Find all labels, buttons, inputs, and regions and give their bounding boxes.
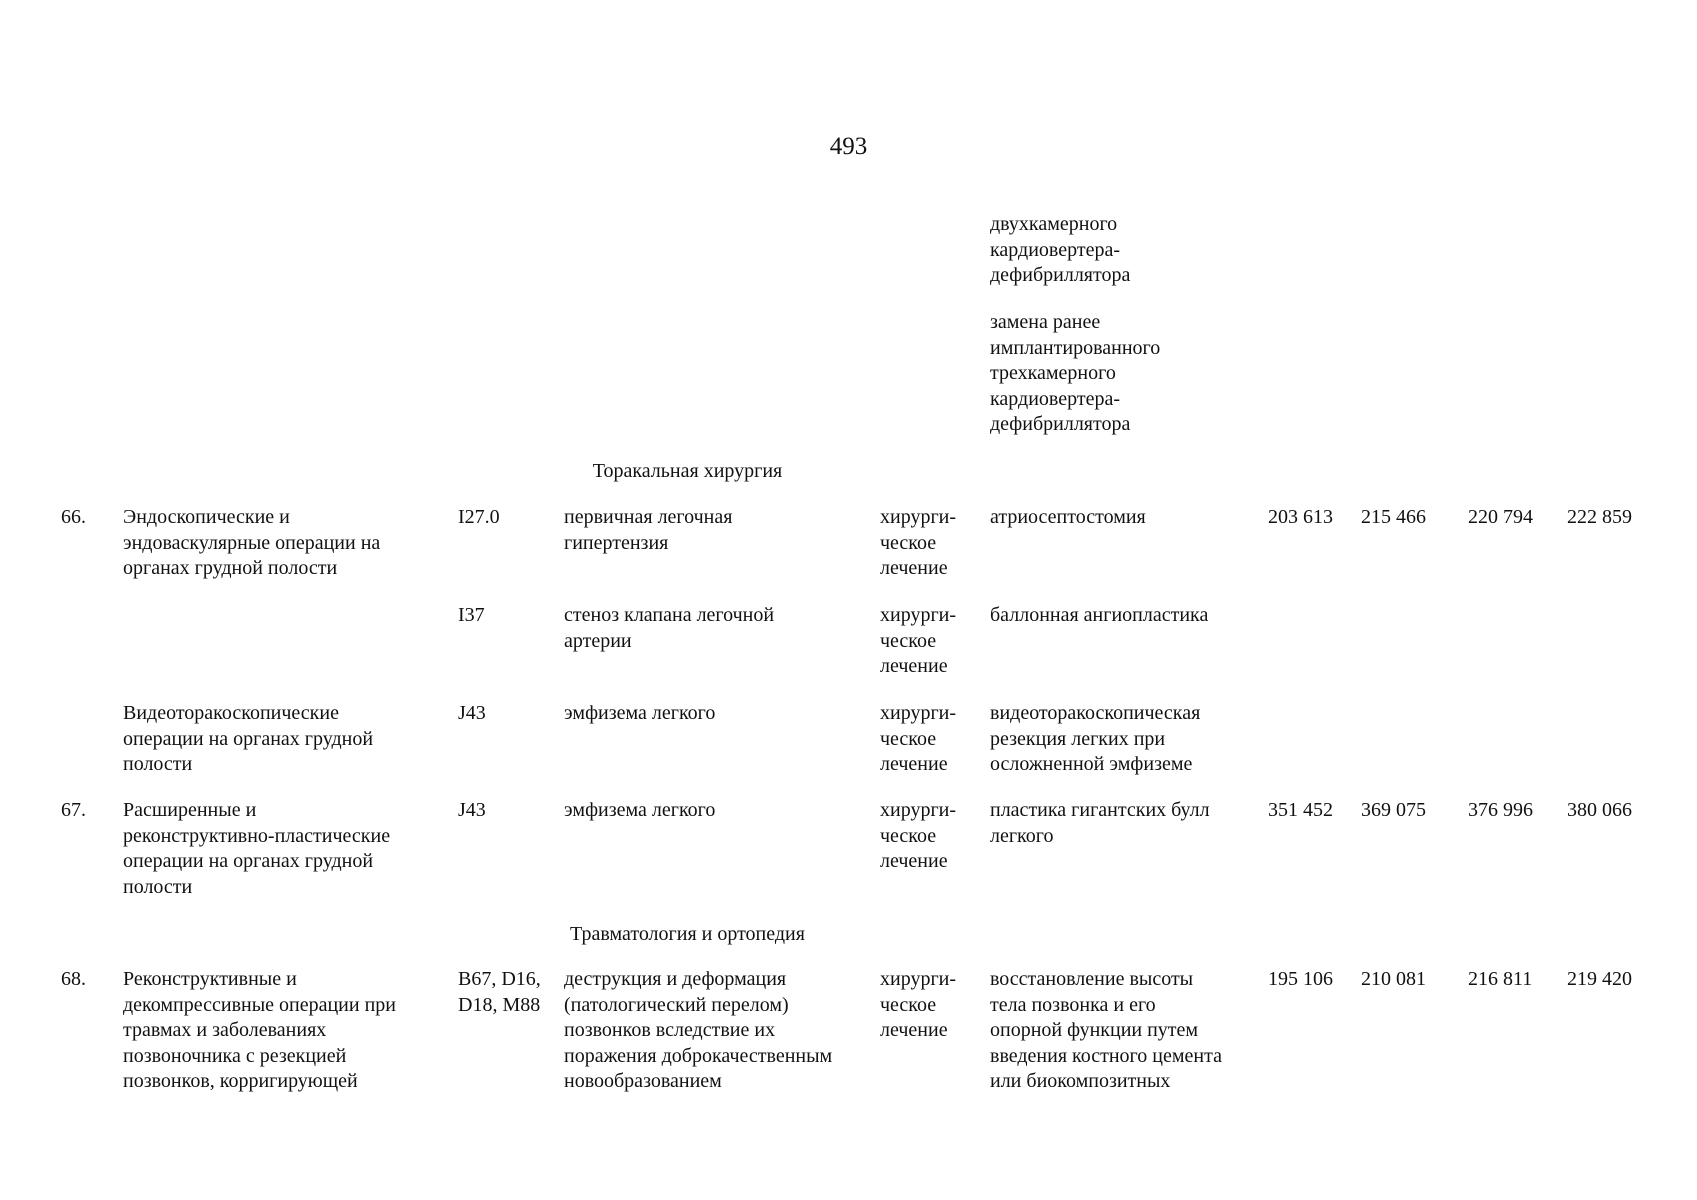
text-line: хирурги- bbox=[880, 702, 957, 724]
cost-value: 351 452 bbox=[1268, 799, 1333, 821]
text-line: двухкамерного bbox=[990, 213, 1118, 235]
text-line: дефибриллятора bbox=[990, 264, 1131, 286]
text-line: гипертензия bbox=[564, 531, 669, 554]
cost-value: 215 466 bbox=[1361, 506, 1426, 528]
row-number: 66. bbox=[61, 506, 86, 528]
text-line: операции на органах грудной bbox=[123, 727, 374, 750]
cost-value: 220 794 bbox=[1468, 506, 1533, 528]
text-line: I37 bbox=[458, 604, 485, 626]
text-line: позвонков вследствие их bbox=[564, 1019, 776, 1041]
text-line: хирурги- bbox=[880, 604, 957, 626]
cost-value: 380 066 bbox=[1567, 799, 1632, 821]
text-line: или биокомпозитных bbox=[990, 1070, 1171, 1092]
text-line: артерии bbox=[564, 629, 632, 652]
cost-value: 376 996 bbox=[1468, 799, 1533, 821]
text-line: позвонков, корригирующей bbox=[123, 1070, 358, 1092]
text-line: эмфизема легкого bbox=[564, 702, 716, 724]
text-line: опорной функции путем bbox=[990, 1019, 1199, 1041]
text-line: реконструктивно-пластические bbox=[123, 824, 391, 847]
text-line: кардиовертера- bbox=[990, 238, 1120, 261]
text-line: лечение bbox=[880, 753, 948, 775]
method-cell-continuation-2 bbox=[990, 310, 1160, 438]
method-cell bbox=[990, 505, 1146, 531]
text-line: осложненной эмфиземе bbox=[990, 753, 1193, 775]
text-line: первичная легочная bbox=[564, 506, 733, 528]
text-line: полости bbox=[123, 753, 193, 775]
code-cell bbox=[458, 967, 541, 1018]
cost-value: 222 859 bbox=[1567, 506, 1632, 528]
text-line: легкого bbox=[990, 824, 1054, 847]
name-cell bbox=[123, 798, 390, 900]
page-number: 493 bbox=[829, 133, 868, 160]
method-cell-continuation-1 bbox=[990, 212, 1130, 289]
text-line: (патологический перелом) bbox=[564, 993, 789, 1016]
text-line: введения костного цемента bbox=[990, 1044, 1222, 1067]
name-cell bbox=[123, 701, 373, 778]
text-line: I27.0 bbox=[458, 506, 500, 528]
text-line: дефибриллятора bbox=[990, 413, 1131, 435]
code-cell bbox=[458, 505, 500, 531]
treatment-cell bbox=[880, 798, 956, 875]
model-cell bbox=[564, 603, 774, 654]
treatment-cell bbox=[880, 967, 956, 1044]
code-cell bbox=[458, 701, 486, 727]
cost-value: 195 106 bbox=[1268, 968, 1333, 990]
code-cell bbox=[458, 603, 485, 629]
text-line: лечение bbox=[880, 850, 948, 872]
method-cell bbox=[990, 967, 1222, 1095]
text-line: тела позвонка и его bbox=[990, 993, 1156, 1016]
text-line: кардиовертера- bbox=[990, 387, 1120, 410]
text-line: Эндоскопические и bbox=[123, 506, 290, 528]
text-line: ческое bbox=[880, 531, 937, 554]
text-line: новообразованием bbox=[564, 1070, 722, 1092]
text-line: Реконструктивные и bbox=[123, 968, 297, 990]
text-line: лечение bbox=[880, 655, 948, 677]
treatment-cell bbox=[880, 603, 956, 680]
text-line: ческое bbox=[880, 629, 937, 652]
text-line: баллонная ангиопластика bbox=[990, 604, 1209, 626]
cost-value: 203 613 bbox=[1268, 506, 1333, 528]
text-line: видеоторакоскопическая bbox=[990, 702, 1201, 724]
text-line: операции на органах грудной bbox=[123, 850, 374, 872]
text-line: J43 bbox=[458, 702, 486, 724]
text-line: Расширенные и bbox=[123, 799, 257, 821]
treatment-cell bbox=[880, 701, 956, 778]
text-line: лечение bbox=[880, 1019, 948, 1041]
text-line: трехкамерного bbox=[990, 362, 1116, 384]
cost-value: 219 420 bbox=[1567, 968, 1632, 990]
text-line: лечение bbox=[880, 557, 948, 579]
model-cell bbox=[564, 798, 715, 824]
text-line: хирурги- bbox=[880, 799, 957, 821]
method-cell bbox=[990, 798, 1210, 849]
name-cell bbox=[123, 967, 396, 1095]
text-line: эмфизема легкого bbox=[564, 799, 716, 821]
text-line: ческое bbox=[880, 993, 937, 1016]
cost-value: 210 081 bbox=[1361, 968, 1426, 990]
text-line: стеноз клапана легочной bbox=[564, 604, 775, 626]
text-line: D18, M88 bbox=[458, 993, 541, 1016]
name-cell bbox=[123, 505, 380, 582]
text-line: пластика гигантских булл bbox=[990, 799, 1210, 821]
text-line: деструкция и деформация bbox=[564, 968, 787, 990]
text-line: имплантированного bbox=[990, 336, 1161, 359]
text-line: поражения доброкачественным bbox=[564, 1044, 833, 1067]
text-line: хирурги- bbox=[880, 506, 957, 528]
text-line: замена ранее bbox=[990, 311, 1101, 333]
code-cell bbox=[458, 798, 486, 824]
model-cell bbox=[564, 967, 832, 1095]
text-line: полости bbox=[123, 875, 193, 898]
model-cell bbox=[564, 505, 732, 556]
text-line: атриосептостомия bbox=[990, 506, 1146, 528]
text-line: травмах и заболеваниях bbox=[123, 1019, 327, 1041]
section-heading: Травматология и ортопедия bbox=[570, 923, 805, 945]
cost-value: 369 075 bbox=[1361, 799, 1426, 821]
text-line: ческое bbox=[880, 824, 937, 847]
text-line: B67, D16, bbox=[458, 968, 541, 990]
section-heading: Торакальная хирургия bbox=[592, 460, 783, 482]
text-line: резекция легких при bbox=[990, 727, 1166, 750]
method-cell bbox=[990, 603, 1208, 629]
text-line: эндоваскулярные операции на bbox=[123, 531, 381, 554]
text-line: ческое bbox=[880, 727, 937, 750]
text-line: декомпрессивные операции при bbox=[123, 993, 396, 1016]
text-line: органах грудной полости bbox=[123, 557, 338, 579]
model-cell bbox=[564, 701, 715, 727]
method-cell bbox=[990, 701, 1200, 778]
text-line: J43 bbox=[458, 799, 486, 821]
text-line: Видеоторакоскопические bbox=[123, 702, 339, 724]
row-number: 67. bbox=[61, 799, 86, 821]
row-number: 68. bbox=[61, 968, 86, 990]
text-line: восстановление высоты bbox=[990, 968, 1194, 990]
cost-value: 216 811 bbox=[1468, 968, 1533, 990]
treatment-cell bbox=[880, 505, 956, 582]
text-line: позвоночника с резекцией bbox=[123, 1044, 347, 1067]
text-line: хирурги- bbox=[880, 968, 957, 990]
